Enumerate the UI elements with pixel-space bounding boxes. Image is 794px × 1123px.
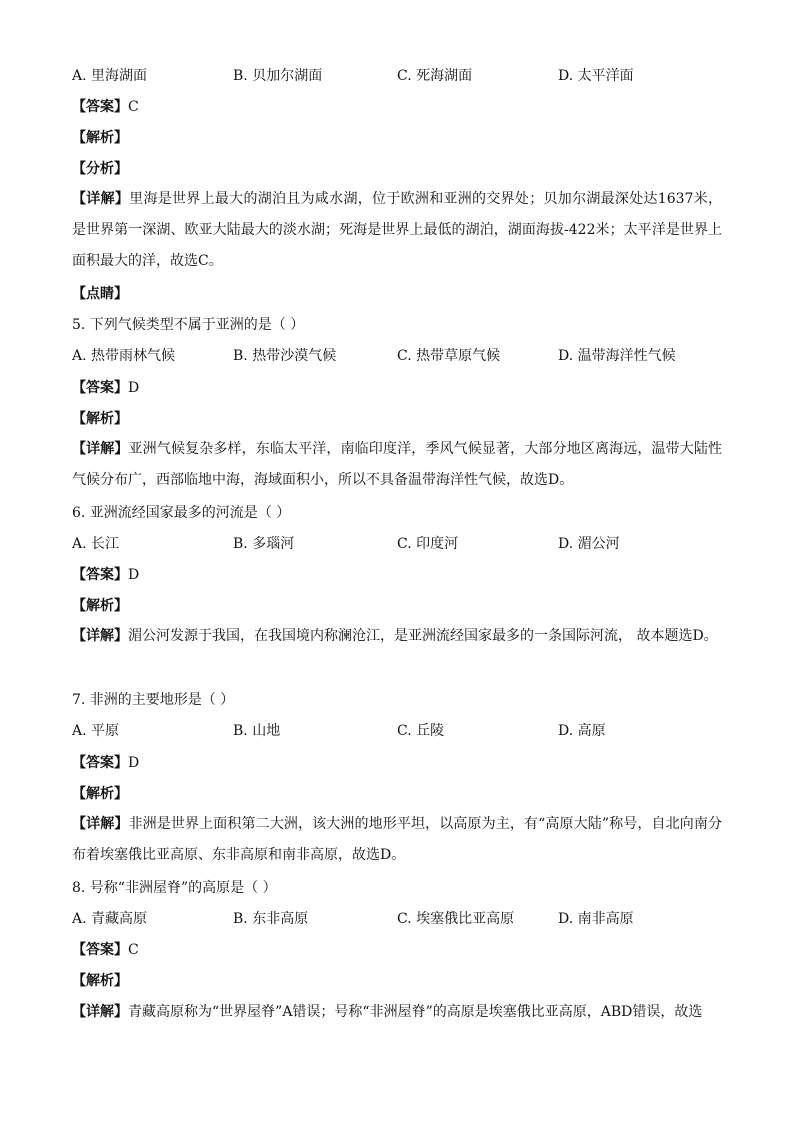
q6-answer [72, 565, 139, 585]
option-c: C. 丘陵 [397, 723, 445, 739]
q8-stem: 8. 号称“非洲屋脊”的高原是（ ） [72, 880, 277, 896]
detail-tag: 【详解】 [72, 191, 130, 207]
q5-stem: 5. 下列气候类型不属于亚洲的是（ ） [72, 317, 305, 333]
option-d: D. 高原 [558, 723, 606, 739]
detail-text: 亚洲气候复杂多样，东临太平洋，南临印度洋，季风气候显著，大部分地区离海远，温带大陆性气候分布广，西部临地中海，海域面积小，所以不具备温带海洋性气候，故选D。 [72, 441, 723, 488]
answer-tag: 【答案】 [72, 942, 128, 958]
q5-detail [72, 434, 722, 496]
detail-tag: 【详解】 [72, 628, 128, 644]
answer-value: C [128, 99, 139, 115]
option-c: C. 埃塞俄比亚高原 [397, 911, 515, 927]
option-b: B. 东非高原 [233, 911, 309, 927]
option-a: A. 热带雨林气候 [72, 348, 176, 364]
q7-detail [72, 809, 722, 871]
q5-options [72, 346, 722, 366]
detail-tag: 【详解】 [72, 1004, 128, 1020]
option-b: B. 贝加尔湖面 [233, 68, 323, 84]
q6-detail [72, 621, 722, 652]
option-b: B. 山地 [233, 723, 281, 739]
answer-value: D [128, 755, 140, 771]
answer-value: D [128, 567, 140, 583]
q7-analysis-tag: 【解析】 [72, 786, 128, 802]
q4-fenxi-tag: 【分析】 [72, 161, 128, 177]
q5-answer [72, 378, 139, 398]
answer-tag: 【答案】 [72, 380, 128, 396]
option-c: C. 热带草原气候 [397, 348, 501, 364]
q7-options [72, 721, 722, 741]
q7-answer [72, 753, 139, 773]
detail-text: 非洲是世界上面积第二大洲，该大洲的地形平坦，以高原为主，有“高原大陆”称号，自北向南分布着埃塞俄比亚高原、东非高原和南非高原，故选D。 [72, 816, 723, 863]
q4-options [72, 66, 722, 86]
q8-analysis-tag: 【解析】 [72, 973, 128, 989]
option-c: C. 印度河 [397, 536, 459, 552]
answer-tag: 【答案】 [72, 567, 128, 583]
answer-value: D [128, 380, 140, 396]
q4-dianjing-tag: 【点睛】 [72, 286, 128, 302]
q7-stem: 7. 非洲的主要地形是（ ） [72, 692, 235, 708]
detail-text: 湄公河发源于我国，在我国境内称澜沧江，是亚洲流经国家最多的一条国际河流， 故本题选D。 [128, 628, 718, 644]
q4-answer [72, 97, 139, 117]
q5-analysis-tag: 【解析】 [72, 411, 128, 427]
option-c: C. 死海湖面 [397, 68, 473, 84]
q4-detail [72, 184, 722, 277]
option-a: A. 平原 [72, 723, 120, 739]
q6-analysis-tag: 【解析】 [72, 598, 128, 614]
detail-text: 青藏高原称为“世界屋脊”A错误；号称“非洲屋脊”的高原是埃塞俄比亚高原，ABD错误，故选 [128, 1004, 703, 1020]
q6-options [72, 534, 722, 554]
q8-answer [72, 940, 139, 960]
q8-options [72, 909, 722, 929]
option-b: B. 多瑙河 [233, 536, 295, 552]
detail-tag: 【详解】 [72, 816, 129, 832]
q6-stem: 6. 亚洲流经国家最多的河流是（ ） [72, 505, 291, 521]
option-a: A. 里海湖面 [72, 68, 148, 84]
answer-tag: 【答案】 [72, 99, 128, 115]
detail-text: 里海是世界上最大的湖泊且为咸水湖，位于欧洲和亚洲的交界处；贝加尔湖最深处达1637米，是世界第一深湖、欧亚大陆最大的淡水湖；死海是世界上最低的湖泊，湖面海拔-422米；太平洋是世界上面积最大的洋，故选C。 [72, 191, 722, 269]
option-d: D. 温带海洋性气候 [558, 348, 676, 364]
answer-tag: 【答案】 [72, 755, 128, 771]
option-d: D. 南非高原 [558, 911, 634, 927]
q4-analysis-tag: 【解析】 [72, 130, 128, 146]
option-a: A. 长江 [72, 536, 120, 552]
answer-value: C [128, 942, 139, 958]
detail-tag: 【详解】 [72, 441, 129, 457]
q8-detail [72, 997, 722, 1028]
option-b: B. 热带沙漠气候 [233, 348, 337, 364]
option-d: D. 太平洋面 [558, 68, 634, 84]
option-a: A. 青藏高原 [72, 911, 148, 927]
option-d: D. 湄公河 [558, 536, 620, 552]
